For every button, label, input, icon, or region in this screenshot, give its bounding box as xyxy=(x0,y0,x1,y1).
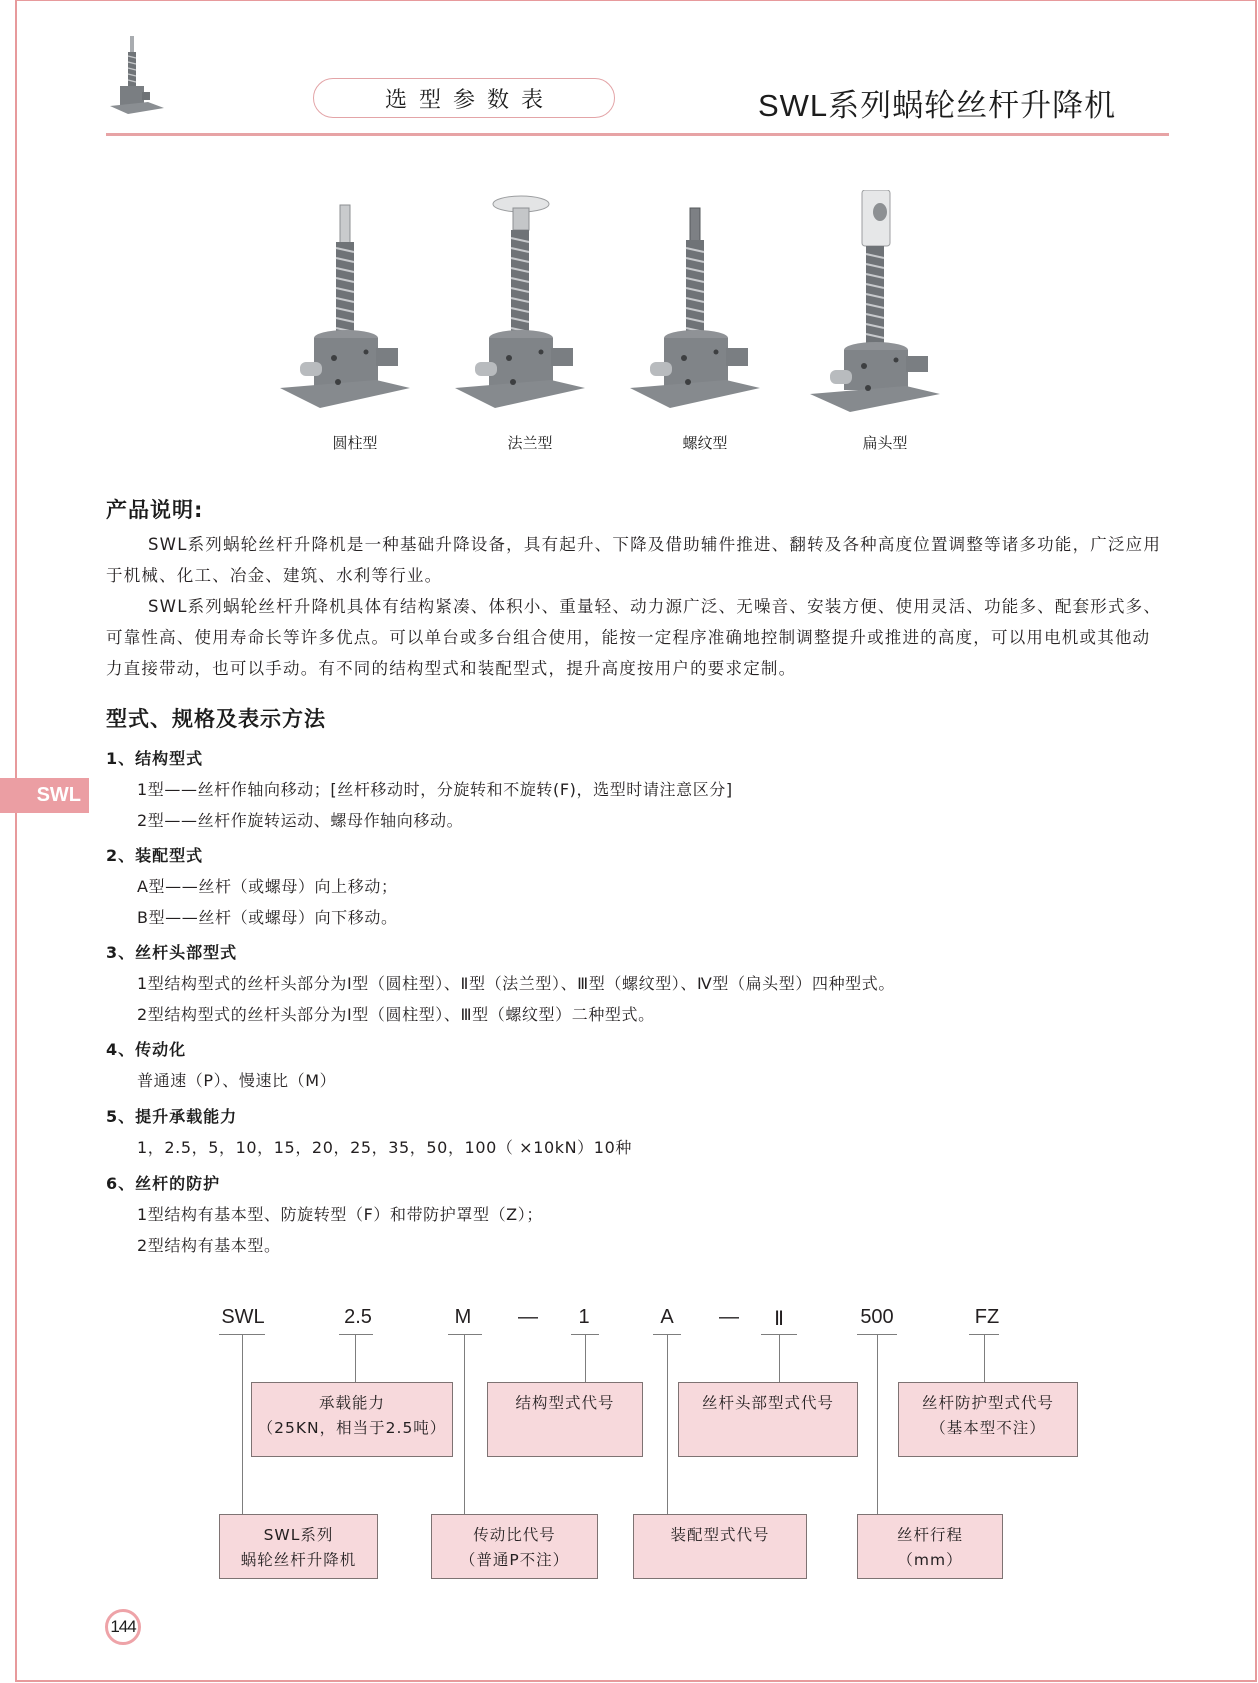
box-line: 传动比代号 xyxy=(473,1526,556,1544)
spec-item: 2型结构型式的丝杆头部分为Ⅰ型（圆柱型）、Ⅲ型（螺纹型）二种型式。 xyxy=(137,1005,655,1024)
description-paragraph-2 xyxy=(106,591,1166,684)
code-head-type: Ⅱ xyxy=(774,1308,784,1330)
page-title: SWL系列蜗轮丝杆升降机 xyxy=(758,88,1117,123)
ratio-code-box xyxy=(431,1514,598,1579)
product-label: 圆柱型 xyxy=(332,434,378,452)
code-dash: — xyxy=(719,1306,739,1328)
page-number: 144 xyxy=(105,1609,141,1645)
flange-head-screw-jack-icon xyxy=(455,190,605,420)
spec-item: 2型——丝杆作旋转运动、螺母作轴向移动。 xyxy=(137,811,464,830)
spec-section-title: 6、丝杆的防护 xyxy=(106,1174,221,1193)
spec-item: 1型结构型式的丝杆头部分为Ⅰ型（圆柱型）、Ⅱ型（法兰型）、Ⅲ型（螺纹型）、Ⅳ型（扁头型）四种型式。 xyxy=(137,974,895,993)
spec-section-title: 5、提升承载能力 xyxy=(106,1107,238,1126)
connector-line xyxy=(585,1334,586,1382)
connector-line xyxy=(242,1334,243,1514)
product-label: 螺纹型 xyxy=(682,434,728,452)
connector-line xyxy=(464,1334,465,1514)
product-flat xyxy=(810,190,960,460)
connector-line xyxy=(877,1334,878,1514)
paragraph-text: SWL系列蜗轮丝杆升降机具体有结构紧凑、体积小、重量轻、动力源广泛、无噪音、安装方便、使用灵活、功能多、配套形式多、可靠性高、使用寿命长等许多优点。可以单台或多台组合使用，能按一定程序准确地控制调整提升或推进的高度，可以用电机或其他动力直接带动，也可以手动。有不同的结构型式和装配型式，提升高度按用户的要求定制。 xyxy=(106,597,1162,678)
code-capacity: 2.5 xyxy=(344,1306,372,1328)
side-tab-swl: SWL xyxy=(0,778,89,813)
box-line: （基本型不注） xyxy=(930,1419,1046,1437)
code-protection: FZ xyxy=(974,1306,1000,1328)
code-dash: — xyxy=(518,1306,538,1328)
box-line: （25KN，相当于2.5吨） xyxy=(257,1419,447,1437)
screw-jack-thumbnail-icon xyxy=(108,36,166,116)
spec-item: A型——丝杆（或螺母）向上移动； xyxy=(137,877,398,896)
description-heading: 产品说明: xyxy=(106,498,204,522)
spec-item: 1，2.5，5，10，15，20，25，35，50，100（ ×10kN）10种 xyxy=(137,1138,632,1157)
stroke-box xyxy=(857,1514,1003,1579)
description-paragraph-1 xyxy=(106,529,1166,591)
spec-section-title: 3、丝杆头部型式 xyxy=(106,943,238,962)
product-gallery xyxy=(280,190,970,460)
protection-code-box xyxy=(898,1382,1078,1457)
spec-item: 2型结构有基本型。 xyxy=(137,1236,281,1255)
product-label: 法兰型 xyxy=(507,434,553,452)
connector-line xyxy=(355,1334,356,1382)
product-cylinder xyxy=(280,190,430,460)
product-label: 扁头型 xyxy=(862,434,908,452)
paragraph-text: SWL系列蜗轮丝杆升降机是一种基础升降设备，具有起升、下降及借助辅件推进、翻转及各种高度位置调整等诸多功能，广泛应用于机械、化工、冶金、建筑、水利等行业。 xyxy=(106,535,1162,585)
header-divider xyxy=(106,133,1169,136)
flat-head-screw-jack-icon xyxy=(810,190,960,420)
code-series: SWL xyxy=(221,1306,265,1328)
spec-item: 普通速（P）、慢速比（M） xyxy=(137,1071,337,1090)
spec-heading: 型式、规格及表示方法 xyxy=(106,707,326,731)
spec-section-title: 4、传动化 xyxy=(106,1040,187,1059)
box-line: 蜗轮丝杆升降机 xyxy=(240,1551,357,1569)
structure-code-box xyxy=(487,1382,643,1457)
spec-item: 1型结构有基本型、防旋转型（F）和带防护罩型（Z）； xyxy=(137,1205,543,1224)
code-ratio: M xyxy=(454,1306,472,1328)
connector-line xyxy=(984,1334,985,1382)
product-thread xyxy=(630,190,780,460)
box-line: 结构型式代号 xyxy=(515,1394,615,1412)
code-structure: 1 xyxy=(578,1306,590,1328)
box-line: 承载能力 xyxy=(318,1394,385,1412)
series-box xyxy=(219,1514,378,1579)
thread-head-screw-jack-icon xyxy=(630,190,780,420)
spec-item: 1型——丝杆作轴向移动；[丝杆移动时，分旋转和不旋转(F)，选型时请注意区分] xyxy=(137,780,733,799)
assembly-code-box xyxy=(633,1514,807,1579)
connector-line xyxy=(667,1334,668,1514)
box-line: 装配型式代号 xyxy=(670,1526,770,1544)
code-stroke: 500 xyxy=(860,1306,894,1328)
cylinder-head-screw-jack-icon xyxy=(280,190,430,420)
code-assembly: A xyxy=(660,1306,674,1328)
product-flange xyxy=(455,190,605,460)
box-line: 丝杆头部型式代号 xyxy=(701,1394,834,1412)
code-underline xyxy=(339,1334,373,1335)
spec-section-title: 1、结构型式 xyxy=(106,749,204,768)
spec-section-title: 2、装配型式 xyxy=(106,846,204,865)
spec-item: B型——丝杆（或螺母）向下移动。 xyxy=(137,908,398,927)
box-line: 丝杆防护型式代号 xyxy=(921,1394,1054,1412)
box-line: （普通P不注） xyxy=(459,1551,570,1569)
box-line: SWL系列 xyxy=(263,1526,334,1544)
box-line: 丝杆行程 xyxy=(896,1526,963,1544)
code-underline xyxy=(448,1334,482,1335)
box-line: （mm） xyxy=(897,1551,963,1569)
capacity-box xyxy=(251,1382,453,1457)
section-label: 选型参数表 xyxy=(313,78,615,118)
connector-line xyxy=(779,1334,780,1382)
head-type-code-box xyxy=(678,1382,858,1457)
